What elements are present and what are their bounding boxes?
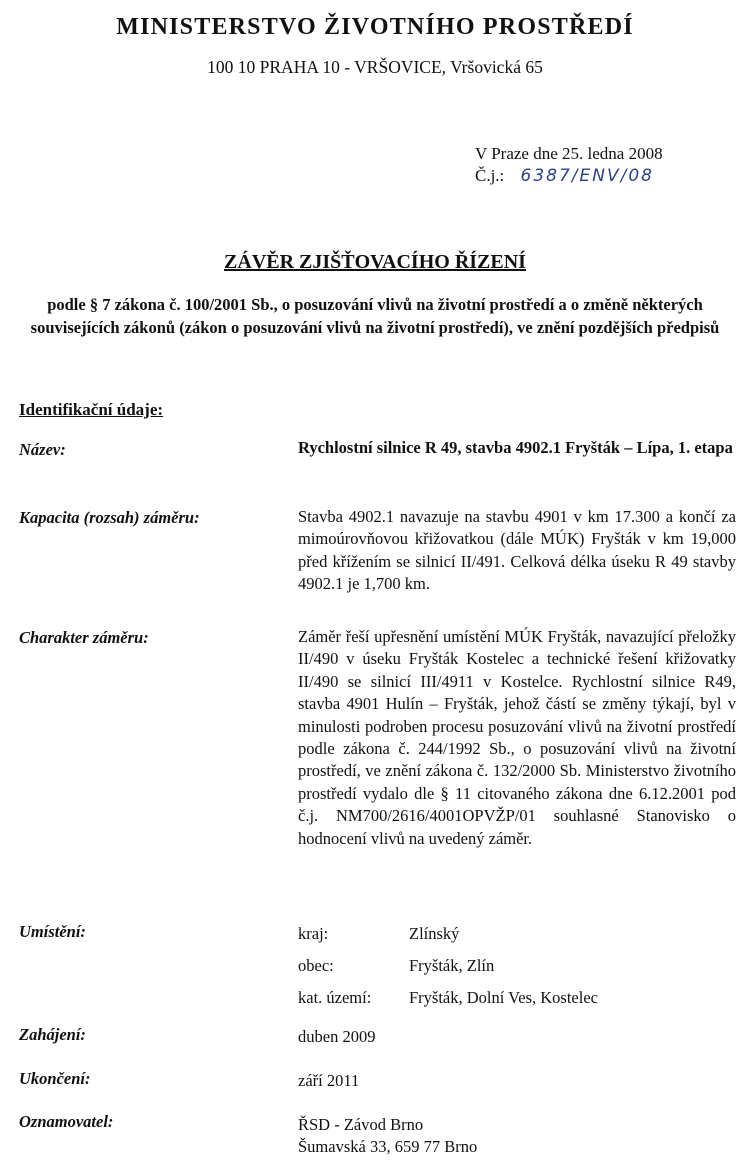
label-oznamovatel: Oznamovatel: xyxy=(19,1112,114,1131)
value-oznamovatel-line1: ŘSD - Závod Brno xyxy=(298,1115,424,1134)
document-subtitle: podle § 7 zákona č. 100/2001 Sb., o posuzování vlivů na životní prostředí a o změně některých souvisejících zákonů (zákon o posuzování vlivů na životní prostředí), ve znění pozdějších předpisů xyxy=(30,295,720,337)
value-kraj: Zlínský xyxy=(409,924,460,943)
value-obec: Fryšták, Zlín xyxy=(409,956,495,975)
ministry-name: MINISTERSTVO ŽIVOTNÍHO PROSTŘEDÍ xyxy=(116,14,634,40)
label-umisteni: Umístění: xyxy=(19,922,86,941)
reference-label: Č.j.: xyxy=(475,166,505,185)
reference-number xyxy=(475,166,654,186)
value-ukonceni: září 2011 xyxy=(298,1071,360,1090)
label-kapacita: Kapacita (rozsah) záměru: xyxy=(19,508,200,527)
value-charakter: Záměr řeší upřesnění umístění MÚK Fryšták, navazující přeložky II/490 v úseku Fryšták Kostelec a technické řešení křižovatky II/490 se silnicí III/4911 v Kostelce. Rychlostní silnice R49, stavba 4901 Hulín – Fryšták, jehož částí se změny týkají, byl v minulosti podroben procesu posuzování vlivů na životní prostředí podle zákona č. 244/1992 Sb., o posuzování vlivů na životní prostředí, ve znění zákona č. 132/2000 Sb. Ministerstvo životního prostředí vydalo dle § 11 citovaného zákona dne 6.12.2001 pod č.j. NM700/2616/4001OPVŽP/01 souhlasné Stanovisko o hodnocení vlivů na uvedený záměr. xyxy=(298,627,736,848)
label-kraj: kraj: xyxy=(298,924,329,943)
value-kat-uzemi: Fryšták, Dolní Ves, Kostelec xyxy=(409,988,598,1007)
section-heading-identification: Identifikační údaje: xyxy=(19,400,164,419)
label-zahajeni: Zahájení: xyxy=(19,1025,86,1044)
document-date: V Praze dne 25. ledna 2008 xyxy=(475,144,663,163)
value-kapacita: Stavba 4902.1 navazuje na stavbu 4901 v km 17.300 a končí za mimoúrovňovou křižovatkou (dále MÚK) Fryšták v km 19,000 před křížením se silnicí II/491. Celková délka úseku R 49 stavby 4902.1 je 1,700 km. xyxy=(298,507,736,594)
reference-value-handwritten: 6387/ENV/08 xyxy=(520,166,654,186)
label-obec: obec: xyxy=(298,956,334,975)
value-oznamovatel-line2: Šumavská 33, 659 77 Brno xyxy=(298,1137,478,1156)
value-nazev: Rychlostní silnice R 49, stavba 4902.1 Fryšták – Lípa, 1. etapa xyxy=(298,438,733,457)
label-ukonceni: Ukončení: xyxy=(19,1069,91,1088)
label-nazev: Název: xyxy=(19,440,66,459)
ministry-address: 100 10 PRAHA 10 - VRŠOVICE, Vršovická 65 xyxy=(207,57,543,77)
label-kat-uzemi: kat. území: xyxy=(298,988,372,1007)
value-zahajeni: duben 2009 xyxy=(298,1027,376,1046)
document-title: ZÁVĚR ZJIŠŤOVACÍHO ŘÍZENÍ xyxy=(224,251,526,273)
label-charakter: Charakter záměru: xyxy=(19,628,149,647)
